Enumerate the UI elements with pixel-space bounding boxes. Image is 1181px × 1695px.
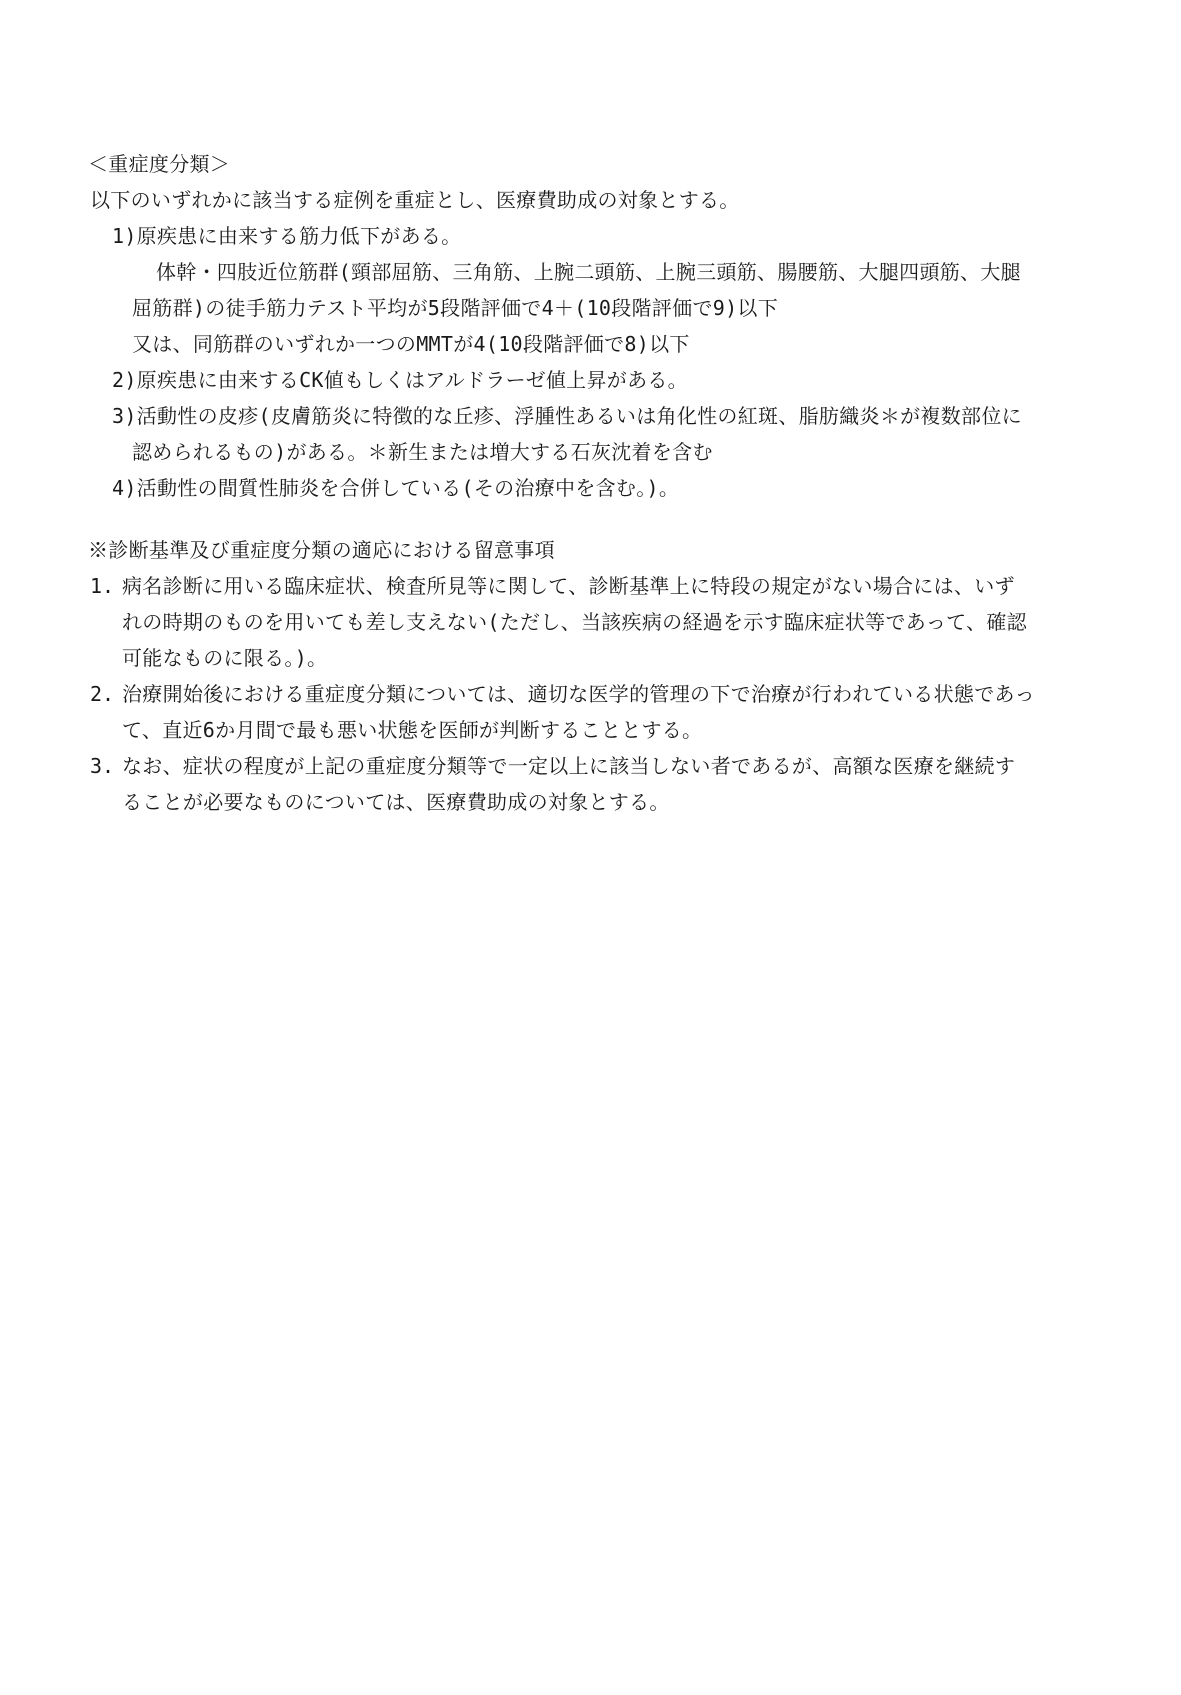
severity-heading: ＜重症度分類＞ [88, 152, 231, 176]
notes-heading: ※診断基準及び重症度分類の適応における留意事項 [88, 538, 555, 562]
severity-item-1-label: 1)原疾患に由来する筋力低下がある。 [112, 224, 462, 248]
notes-item-1-line1: 病名診断に用いる臨床症状、検査所見等に関して、診断基準上に特段の規定がない場合には、いず [122, 574, 1015, 598]
notes-item-2-line1: 治療開始後における重症度分類については、適切な医学的管理の下で治療が行われている状態であっ [122, 682, 1035, 706]
severity-item-1-detail-line2: 屈筋群)の徒手筋力テスト平均が5段階評価で4＋(10段階評価で9)以下 [132, 296, 779, 320]
notes-item-1-line2: れの時期のものを用いても差し支えない(ただし、当該疾病の経過を示す臨床症状等であって、確認 [122, 610, 1027, 634]
severity-item-3-line2: 認められるもの)がある。＊新生または増大する石灰沈着を含む [132, 440, 713, 464]
notes-item-1-marker: 1. [90, 574, 115, 598]
severity-item-1-detail-line3: 又は、同筋群のいずれか一つのMMTが4(10段階評価で8)以下 [132, 332, 690, 356]
notes-item-3-line2: ることが必要なものについては、医療費助成の対象とする。 [122, 790, 670, 814]
notes-item-1-line3: 可能なものに限る。)。 [122, 646, 328, 670]
notes-item-3-marker: 3. [90, 754, 115, 778]
notes-item-3-line1: なお、症状の程度が上記の重症度分類等で一定以上に該当しない者であるが、高額な医療を継続す [122, 754, 1016, 778]
severity-item-1-detail-line1: 体幹・四肢近位筋群(頸部屈筋、三角筋、上腕二頭筋、上腕三頭筋、腸腰筋、大腿四頭筋、大腿 [156, 260, 1021, 284]
severity-item-2-label: 2)原疾患に由来するCK値もしくはアルドラーゼ値上昇がある。 [112, 368, 688, 392]
notes-item-2-line2: て、直近6か月間で最も悪い状態を医師が判断することとする。 [122, 718, 703, 742]
severity-item-4-label: 4)活動性の間質性肺炎を合併している(その治療中を含む。)。 [112, 476, 680, 500]
severity-item-3-line1: 3)活動性の皮疹(皮膚筋炎に特徴的な丘疹、浮腫性あるいは角化性の紅斑、脂肪織炎＊が複数部位に [112, 404, 1022, 428]
notes-item-2-marker: 2. [90, 682, 115, 706]
severity-intro: 以下のいずれかに該当する症例を重症とし、医療費助成の対象とする。 [90, 188, 740, 212]
